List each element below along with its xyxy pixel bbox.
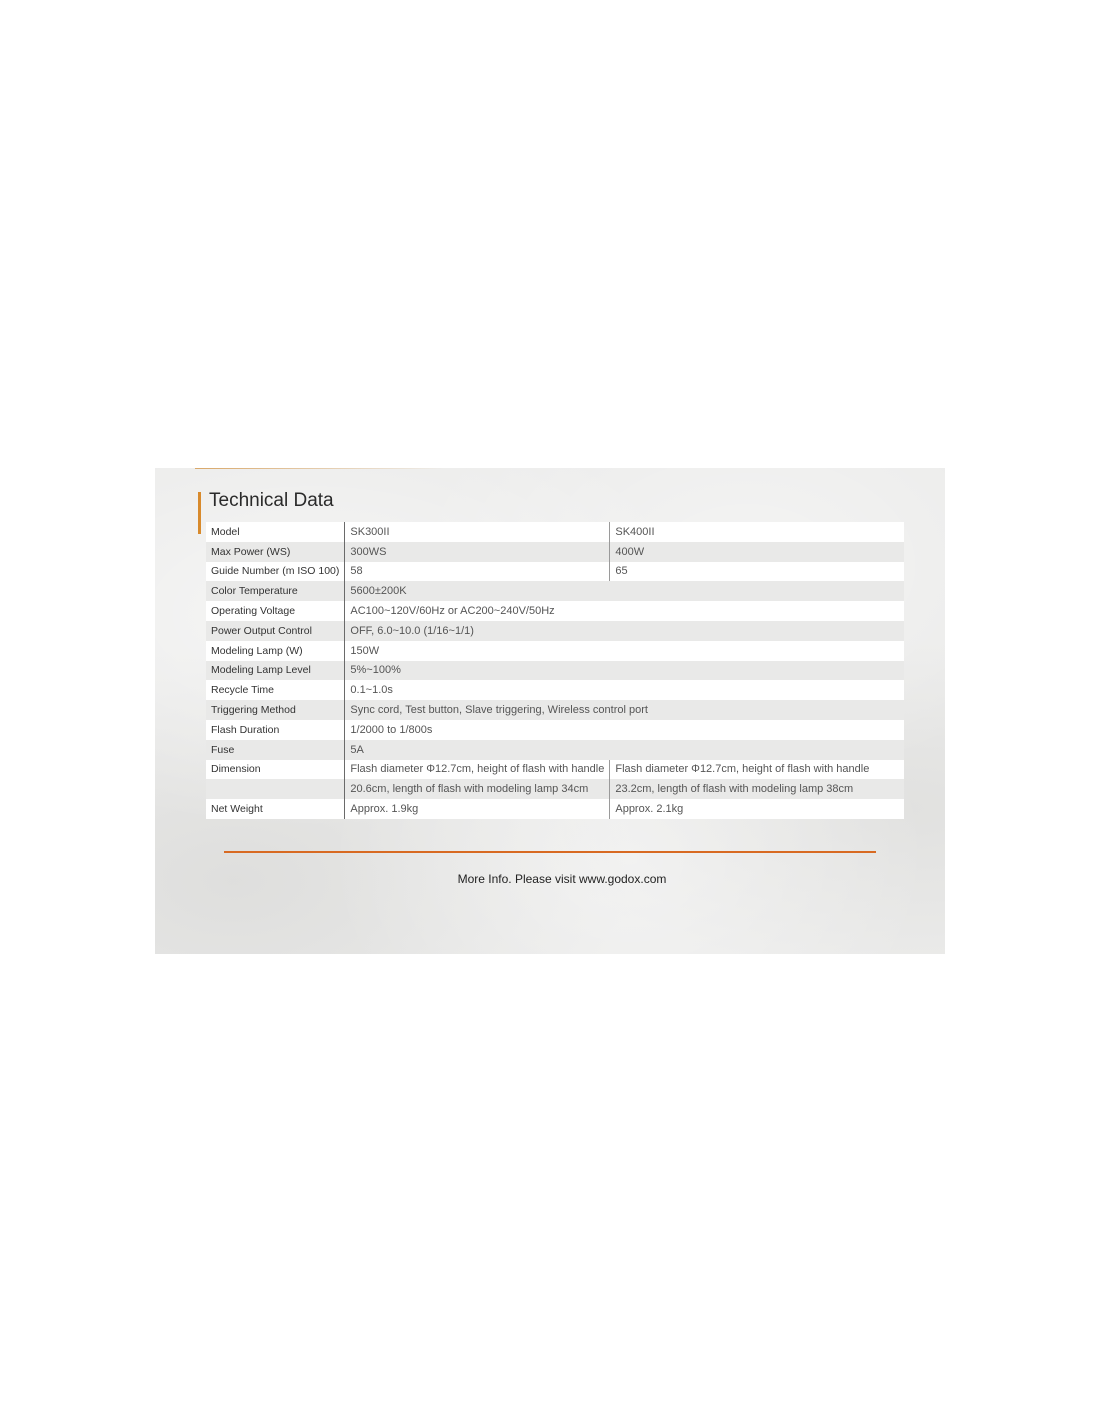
row-label: Net Weight (206, 799, 345, 819)
row-label: Modeling Lamp (W) (206, 641, 345, 661)
value-shared: AC100~120V/60Hz or AC200~240V/50Hz (345, 601, 904, 621)
value-sk400: 65 (610, 562, 904, 582)
row-label: Fuse (206, 740, 345, 760)
value-sk300: Approx. 1.9kg (345, 799, 610, 819)
value-sk300: 58 (345, 562, 610, 582)
row-label: Operating Voltage (206, 601, 345, 621)
value-sk400: Approx. 2.1kg (610, 799, 904, 819)
table-row (206, 581, 904, 601)
value-sk400: Flash diameter Φ12.7cm, height of flash with handle (610, 760, 904, 780)
row-label: Flash Duration (206, 720, 345, 740)
table-row (206, 621, 904, 641)
value-sk300: 20.6cm, length of flash with modeling lamp 34cm (345, 779, 610, 799)
value-shared: 5%~100% (345, 661, 904, 681)
value-sk400: 400W (610, 542, 904, 562)
table-row (206, 700, 904, 720)
divider-rule (224, 851, 876, 853)
value-shared: OFF, 6.0~10.0 (1/16~1/1) (345, 621, 904, 641)
row-label: Modeling Lamp Level (206, 661, 345, 681)
value-shared: 150W (345, 641, 904, 661)
table-row (206, 779, 904, 799)
section-title: Technical Data (209, 490, 334, 511)
value-shared: 5A (345, 740, 904, 760)
row-label: Guide Number (m ISO 100) (206, 562, 345, 582)
top-accent-rule (195, 468, 445, 469)
table-row (206, 542, 904, 562)
title-accent-bar (198, 492, 201, 534)
table-row (206, 720, 904, 740)
row-label: Dimension (206, 760, 345, 780)
table-row (206, 601, 904, 621)
value-shared: 0.1~1.0s (345, 680, 904, 700)
value-shared: Sync cord, Test button, Slave triggering, Wireless control port (345, 700, 904, 720)
table-row (206, 522, 904, 542)
value-sk400: SK400II (610, 522, 904, 542)
row-label: Recycle Time (206, 680, 345, 700)
row-label: Max Power (WS) (206, 542, 345, 562)
technical-data-panel (155, 468, 945, 954)
row-label (206, 779, 345, 799)
table-row (206, 760, 904, 780)
table-row (206, 740, 904, 760)
row-label: Triggering Method (206, 700, 345, 720)
value-shared: 1/2000 to 1/800s (345, 720, 904, 740)
value-sk400: 23.2cm, length of flash with modeling lamp 38cm (610, 779, 904, 799)
table-row (206, 799, 904, 819)
spec-table (206, 522, 904, 819)
value-sk300: SK300II (345, 522, 610, 542)
table-row (206, 680, 904, 700)
value-sk300: Flash diameter Φ12.7cm, height of flash with handle (345, 760, 610, 780)
footer-info: More Info. Please visit www.godox.com (457, 872, 667, 886)
row-label: Power Output Control (206, 621, 345, 641)
table-row (206, 661, 904, 681)
table-row (206, 641, 904, 661)
value-sk300: 300WS (345, 542, 610, 562)
row-label: Model (206, 522, 345, 542)
row-label: Color Temperature (206, 581, 345, 601)
table-row (206, 562, 904, 582)
value-shared: 5600±200K (345, 581, 904, 601)
